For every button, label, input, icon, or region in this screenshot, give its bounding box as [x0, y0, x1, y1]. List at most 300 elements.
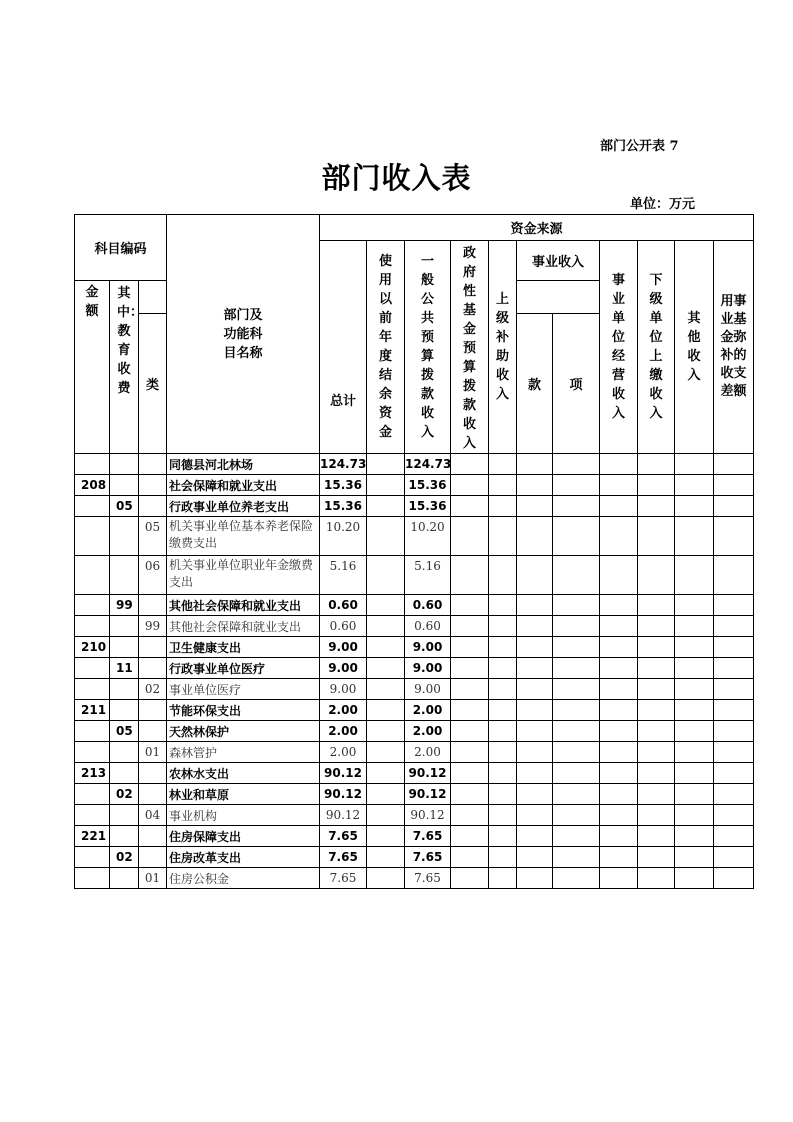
row-total: 2.00 — [320, 700, 367, 721]
row-class-code: 210 — [75, 637, 110, 658]
row-gov-fund — [451, 595, 489, 616]
table-row — [75, 637, 754, 658]
row-business-income — [600, 721, 638, 742]
row-item-code — [110, 454, 139, 475]
table-body — [75, 454, 754, 889]
table-row — [75, 595, 754, 616]
row-superior-subsidy — [489, 679, 517, 700]
row-subitem-code — [139, 454, 167, 475]
row-item-code — [110, 742, 139, 763]
row-gov-fund — [451, 700, 489, 721]
header-general-budget: 一般公共预算拨款收入 — [405, 241, 451, 454]
row-general-budget: 90.12 — [405, 784, 451, 805]
row-name: 事业单位医疗 — [167, 679, 320, 700]
row-business-income — [600, 700, 638, 721]
row-item-code — [110, 868, 139, 889]
row-edu-fee — [553, 805, 600, 826]
row-gov-fund — [451, 784, 489, 805]
row-other-income — [675, 595, 714, 616]
row-subordinate-income — [638, 763, 675, 784]
row-business-income — [600, 496, 638, 517]
row-other-income — [675, 475, 714, 496]
row-name: 节能环保支出 — [167, 700, 320, 721]
row-prior-balance — [367, 721, 405, 742]
row-subordinate-income — [638, 637, 675, 658]
row-total: 10.20 — [320, 517, 367, 556]
row-business-income — [600, 658, 638, 679]
header-superior-subsidy: 上级补助收入 — [489, 241, 517, 454]
row-item-code — [110, 679, 139, 700]
row-gov-fund — [451, 847, 489, 868]
row-subitem-code: 04 — [139, 805, 167, 826]
row-item-code — [110, 556, 139, 595]
row-general-budget: 9.00 — [405, 637, 451, 658]
row-prior-balance — [367, 595, 405, 616]
row-subordinate-income — [638, 595, 675, 616]
row-superior-subsidy — [489, 721, 517, 742]
row-other-income — [675, 721, 714, 742]
row-item-code — [110, 826, 139, 847]
row-superior-subsidy — [489, 805, 517, 826]
table-row — [75, 517, 754, 556]
row-class-code — [75, 784, 110, 805]
row-fund-gap — [714, 637, 754, 658]
row-fund-gap — [714, 658, 754, 679]
row-name: 机关事业单位职业年金缴费支出 — [167, 556, 320, 595]
row-class-code: 211 — [75, 700, 110, 721]
row-superior-subsidy — [489, 700, 517, 721]
table-number: 部门公开表 7 — [600, 139, 679, 154]
row-name: 机关事业单位基本养老保险缴费支出 — [167, 517, 320, 556]
row-class-code — [75, 742, 110, 763]
header-item: 款 — [517, 314, 553, 454]
row-subitem-code — [139, 475, 167, 496]
row-total: 0.60 — [320, 595, 367, 616]
row-edu-fee — [553, 616, 600, 637]
row-gov-fund — [451, 679, 489, 700]
row-edu-fee — [553, 556, 600, 595]
header-subitem: 项 — [553, 314, 600, 454]
row-total: 90.12 — [320, 805, 367, 826]
row-business-income — [600, 454, 638, 475]
row-class-code — [75, 496, 110, 517]
header-subject-code: 科目编码 — [75, 215, 167, 281]
row-total: 2.00 — [320, 742, 367, 763]
row-amount — [517, 556, 553, 595]
row-amount — [517, 595, 553, 616]
row-fund-gap — [714, 700, 754, 721]
row-amount — [517, 721, 553, 742]
row-subitem-code: 01 — [139, 742, 167, 763]
row-business-income — [600, 517, 638, 556]
header-class: 类 — [139, 314, 167, 454]
row-general-budget: 15.36 — [405, 496, 451, 517]
header-gov-fund: 政府性基金预算拨款收入 — [451, 241, 489, 454]
row-class-code: 221 — [75, 826, 110, 847]
row-total: 2.00 — [320, 721, 367, 742]
row-superior-subsidy — [489, 475, 517, 496]
row-prior-balance — [367, 847, 405, 868]
row-subordinate-income — [638, 454, 675, 475]
row-fund-gap — [714, 763, 754, 784]
table-row — [75, 805, 754, 826]
table-row — [75, 721, 754, 742]
row-class-code — [75, 805, 110, 826]
header-dept-name: 部门及功能科目名称 — [167, 215, 320, 454]
row-prior-balance — [367, 496, 405, 517]
row-subordinate-income — [638, 700, 675, 721]
row-business-income — [600, 784, 638, 805]
row-amount — [517, 847, 553, 868]
row-subitem-code — [139, 763, 167, 784]
row-class-code — [75, 454, 110, 475]
header-subordinate-income: 下级单位上缴收入 — [638, 241, 675, 454]
row-subitem-code — [139, 595, 167, 616]
row-superior-subsidy — [489, 517, 517, 556]
row-amount — [517, 763, 553, 784]
row-subordinate-income — [638, 868, 675, 889]
row-item-code — [110, 475, 139, 496]
row-class-code — [75, 517, 110, 556]
row-class-code — [75, 847, 110, 868]
row-item-code: 05 — [110, 496, 139, 517]
header-funding-source: 资金来源 — [320, 215, 754, 241]
row-prior-balance — [367, 637, 405, 658]
row-general-budget: 2.00 — [405, 721, 451, 742]
row-subitem-code — [139, 847, 167, 868]
row-name: 卫生健康支出 — [167, 637, 320, 658]
row-superior-subsidy — [489, 556, 517, 595]
row-gov-fund — [451, 658, 489, 679]
header-fund-gap: 用事业基金弥补的收支差额 — [714, 241, 754, 454]
row-other-income — [675, 496, 714, 517]
row-subitem-code: 02 — [139, 679, 167, 700]
row-subitem-code — [139, 721, 167, 742]
row-name: 森林管护 — [167, 742, 320, 763]
row-fund-gap — [714, 616, 754, 637]
row-name: 事业机构 — [167, 805, 320, 826]
row-superior-subsidy — [489, 658, 517, 679]
row-item-code — [110, 700, 139, 721]
row-gov-fund — [451, 517, 489, 556]
header-amount: 金额 — [75, 281, 110, 454]
row-name: 住房公积金 — [167, 868, 320, 889]
row-prior-balance — [367, 826, 405, 847]
row-subordinate-income — [638, 826, 675, 847]
row-name: 行政事业单位医疗 — [167, 658, 320, 679]
row-item-code — [110, 616, 139, 637]
row-amount — [517, 475, 553, 496]
row-superior-subsidy — [489, 826, 517, 847]
row-total: 15.36 — [320, 496, 367, 517]
row-superior-subsidy — [489, 616, 517, 637]
row-other-income — [675, 637, 714, 658]
table-row — [75, 826, 754, 847]
row-subitem-code — [139, 826, 167, 847]
row-amount — [517, 496, 553, 517]
row-general-budget: 90.12 — [405, 805, 451, 826]
row-item-code — [110, 805, 139, 826]
row-general-budget: 10.20 — [405, 517, 451, 556]
row-total: 7.65 — [320, 847, 367, 868]
row-other-income — [675, 805, 714, 826]
header-business-income: 事业单位经营收入 — [600, 241, 638, 454]
row-name: 农林水支出 — [167, 763, 320, 784]
row-subordinate-income — [638, 475, 675, 496]
row-superior-subsidy — [489, 847, 517, 868]
row-total: 15.36 — [320, 475, 367, 496]
row-fund-gap — [714, 475, 754, 496]
row-subitem-code: 06 — [139, 556, 167, 595]
header-total: 总计 — [320, 241, 367, 454]
row-total: 5.16 — [320, 556, 367, 595]
row-business-income — [600, 679, 638, 700]
row-amount — [517, 454, 553, 475]
row-fund-gap — [714, 847, 754, 868]
row-fund-gap — [714, 556, 754, 595]
row-prior-balance — [367, 679, 405, 700]
row-fund-gap — [714, 679, 754, 700]
row-class-code — [75, 595, 110, 616]
table-row — [75, 616, 754, 637]
row-other-income — [675, 517, 714, 556]
row-prior-balance — [367, 805, 405, 826]
row-subitem-code: 99 — [139, 616, 167, 637]
row-edu-fee — [553, 475, 600, 496]
row-business-income — [600, 556, 638, 595]
row-fund-gap — [714, 454, 754, 475]
row-edu-fee — [553, 658, 600, 679]
row-prior-balance — [367, 784, 405, 805]
row-general-budget: 7.65 — [405, 868, 451, 889]
row-gov-fund — [451, 475, 489, 496]
row-prior-balance — [367, 742, 405, 763]
row-superior-subsidy — [489, 763, 517, 784]
row-amount — [517, 868, 553, 889]
row-other-income — [675, 700, 714, 721]
row-name: 其他社会保障和就业支出 — [167, 595, 320, 616]
row-business-income — [600, 847, 638, 868]
table-row — [75, 556, 754, 595]
row-subordinate-income — [638, 805, 675, 826]
row-other-income — [675, 679, 714, 700]
table-row — [75, 679, 754, 700]
row-item-code — [110, 763, 139, 784]
row-class-code — [75, 658, 110, 679]
row-subordinate-income — [638, 517, 675, 556]
row-general-budget: 0.60 — [405, 616, 451, 637]
row-class-code: 213 — [75, 763, 110, 784]
row-edu-fee — [553, 700, 600, 721]
row-gov-fund — [451, 742, 489, 763]
table-row — [75, 475, 754, 496]
row-business-income — [600, 805, 638, 826]
row-superior-subsidy — [489, 784, 517, 805]
row-other-income — [675, 616, 714, 637]
row-gov-fund — [451, 721, 489, 742]
row-prior-balance — [367, 658, 405, 679]
row-edu-fee — [553, 496, 600, 517]
row-edu-fee — [553, 763, 600, 784]
row-fund-gap — [714, 595, 754, 616]
row-name: 林业和草原 — [167, 784, 320, 805]
row-name: 其他社会保障和就业支出 — [167, 616, 320, 637]
row-name: 行政事业单位养老支出 — [167, 496, 320, 517]
row-prior-balance — [367, 454, 405, 475]
row-general-budget: 15.36 — [405, 475, 451, 496]
row-business-income — [600, 868, 638, 889]
table-row — [75, 700, 754, 721]
row-gov-fund — [451, 454, 489, 475]
row-superior-subsidy — [489, 454, 517, 475]
row-gov-fund — [451, 868, 489, 889]
row-other-income — [675, 826, 714, 847]
row-item-code: 05 — [110, 721, 139, 742]
row-fund-gap — [714, 826, 754, 847]
row-subitem-code — [139, 784, 167, 805]
row-subordinate-income — [638, 616, 675, 637]
row-gov-fund — [451, 826, 489, 847]
row-general-budget: 7.65 — [405, 847, 451, 868]
row-prior-balance — [367, 616, 405, 637]
row-subitem-code: 01 — [139, 868, 167, 889]
row-subordinate-income — [638, 721, 675, 742]
table-row — [75, 784, 754, 805]
row-edu-fee — [553, 517, 600, 556]
row-other-income — [675, 784, 714, 805]
row-name: 天然林保护 — [167, 721, 320, 742]
table-row — [75, 496, 754, 517]
row-edu-fee — [553, 721, 600, 742]
row-subordinate-income — [638, 496, 675, 517]
row-edu-fee — [553, 595, 600, 616]
page-title: 部门收入表 — [321, 161, 472, 195]
row-total: 9.00 — [320, 679, 367, 700]
row-superior-subsidy — [489, 595, 517, 616]
row-class-code — [75, 556, 110, 595]
row-fund-gap — [714, 805, 754, 826]
row-general-budget: 0.60 — [405, 595, 451, 616]
header-of-which-edu: 其中：教育收费 — [110, 281, 139, 454]
row-name: 社会保障和就业支出 — [167, 475, 320, 496]
row-class-code — [75, 868, 110, 889]
row-item-code: 11 — [110, 658, 139, 679]
row-gov-fund — [451, 496, 489, 517]
unit-label: 单位：万元 — [630, 197, 696, 212]
row-class-code — [75, 679, 110, 700]
row-prior-balance — [367, 700, 405, 721]
row-amount — [517, 637, 553, 658]
row-edu-fee — [553, 742, 600, 763]
row-name: 住房保障支出 — [167, 826, 320, 847]
row-total: 9.00 — [320, 658, 367, 679]
row-gov-fund — [451, 556, 489, 595]
row-fund-gap — [714, 721, 754, 742]
row-class-code: 208 — [75, 475, 110, 496]
row-fund-gap — [714, 517, 754, 556]
row-amount — [517, 826, 553, 847]
row-other-income — [675, 868, 714, 889]
row-prior-balance — [367, 475, 405, 496]
row-other-income — [675, 454, 714, 475]
row-business-income — [600, 616, 638, 637]
row-superior-subsidy — [489, 742, 517, 763]
row-edu-fee — [553, 454, 600, 475]
row-name: 同德县河北林场 — [167, 454, 320, 475]
row-total: 9.00 — [320, 637, 367, 658]
row-class-code — [75, 616, 110, 637]
table-row — [75, 658, 754, 679]
row-prior-balance — [367, 868, 405, 889]
row-fund-gap — [714, 868, 754, 889]
row-general-budget: 9.00 — [405, 658, 451, 679]
row-business-income — [600, 742, 638, 763]
row-item-code: 02 — [110, 784, 139, 805]
row-gov-fund — [451, 763, 489, 784]
row-subordinate-income — [638, 784, 675, 805]
row-other-income — [675, 658, 714, 679]
table-row — [75, 454, 754, 475]
row-subitem-code — [139, 637, 167, 658]
row-amount — [517, 616, 553, 637]
income-table — [74, 214, 754, 889]
row-general-budget: 5.16 — [405, 556, 451, 595]
row-prior-balance — [367, 763, 405, 784]
row-gov-fund — [451, 805, 489, 826]
row-general-budget: 2.00 — [405, 700, 451, 721]
row-fund-gap — [714, 784, 754, 805]
row-amount — [517, 679, 553, 700]
row-business-income — [600, 637, 638, 658]
row-subordinate-income — [638, 658, 675, 679]
row-total: 90.12 — [320, 784, 367, 805]
row-amount — [517, 658, 553, 679]
row-subordinate-income — [638, 679, 675, 700]
row-business-income — [600, 826, 638, 847]
row-general-budget: 7.65 — [405, 826, 451, 847]
row-total: 7.65 — [320, 868, 367, 889]
row-total: 124.73 — [320, 454, 367, 475]
row-amount — [517, 805, 553, 826]
row-amount — [517, 700, 553, 721]
row-other-income — [675, 742, 714, 763]
row-general-budget: 9.00 — [405, 679, 451, 700]
row-fund-gap — [714, 742, 754, 763]
row-item-code: 99 — [110, 595, 139, 616]
row-other-income — [675, 763, 714, 784]
row-business-income — [600, 595, 638, 616]
header-other-income: 其他收入 — [675, 241, 714, 454]
row-subordinate-income — [638, 556, 675, 595]
row-prior-balance — [367, 517, 405, 556]
row-total: 7.65 — [320, 826, 367, 847]
row-edu-fee — [553, 847, 600, 868]
table-row — [75, 763, 754, 784]
row-item-code — [110, 517, 139, 556]
row-amount — [517, 517, 553, 556]
table-row — [75, 868, 754, 889]
row-subordinate-income — [638, 742, 675, 763]
row-superior-subsidy — [489, 637, 517, 658]
table-row — [75, 847, 754, 868]
row-general-budget: 2.00 — [405, 742, 451, 763]
row-subitem-code — [139, 496, 167, 517]
row-total: 0.60 — [320, 616, 367, 637]
row-superior-subsidy — [489, 868, 517, 889]
row-general-budget: 124.73 — [405, 454, 451, 475]
row-edu-fee — [553, 784, 600, 805]
row-business-income — [600, 475, 638, 496]
